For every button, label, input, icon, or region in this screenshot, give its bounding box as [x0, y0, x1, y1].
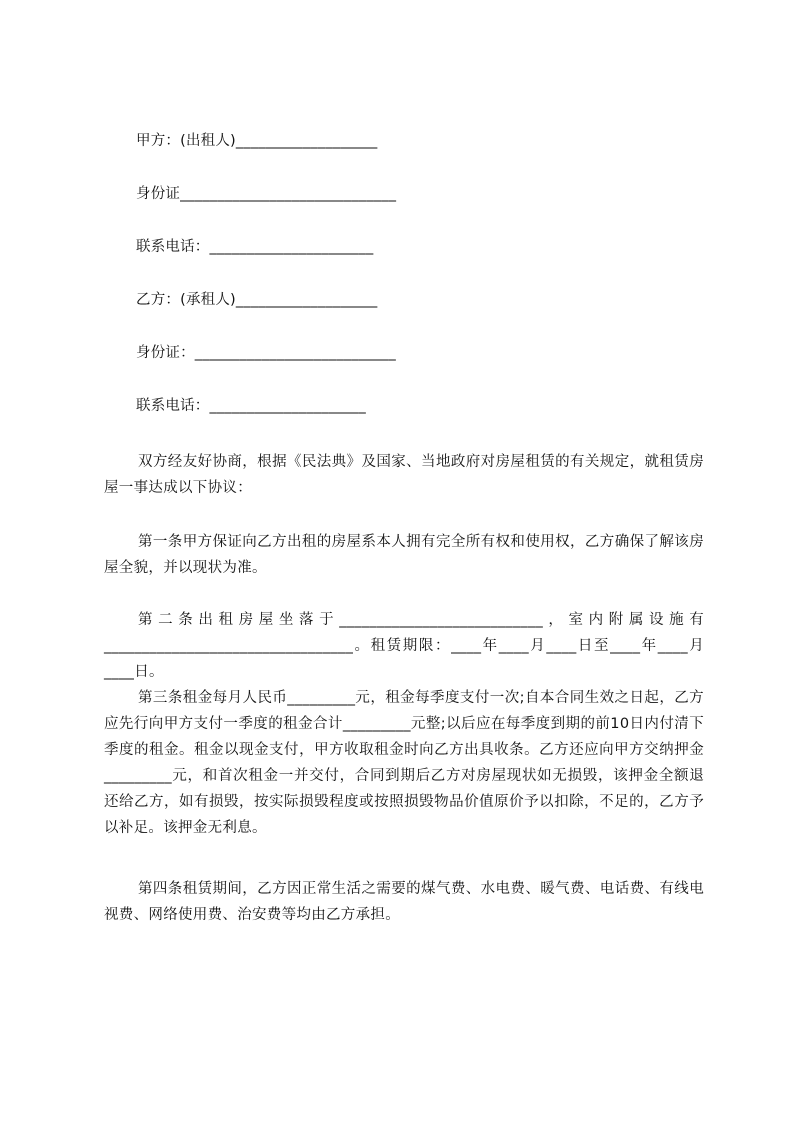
- article-2-paragraph: 第二条出租房屋坐落于___________________________，室内附属设施有_________________________________。租赁期限：____年____月____日至____年____月____日。: [104, 612, 704, 680]
- party-a-id-line: 身份证_____________________________: [136, 186, 397, 202]
- party-b-lessee-line: 乙方：(承租人)___________________: [136, 292, 378, 308]
- party-a-phone-line: 联系电话：______________________: [136, 239, 374, 255]
- preamble-paragraph: 双方经友好协商，根据《民法典》及国家、当地政府对房屋租赁的有关规定，就租赁房屋一事达成以下协议：: [104, 454, 704, 496]
- article-3-paragraph: 第三条租金每月人民币_________元，租金每季度支付一次;自本合同生效之日起，乙方应先行向甲方支付一季度的租金合计_________元整;以后应在每季度到期的前10日内付清下季度的租金。租金以现金支付，甲方收取租金时向乙方出具收条。乙方还应向甲方交纳押金_________元，和首次租金一并交付，合同到期后乙方对房屋现状如无损毁，该押金全额退还给乙方，如有损毁，按实际损毁程度或按照损毁物品价值原价予以扣除，不足的，乙方予以补足。该押金无利息。: [104, 690, 704, 836]
- party-b-phone-line: 联系电话：_____________________: [136, 398, 366, 414]
- article-1-paragraph: 第一条甲方保证向乙方出租的房屋系本人拥有完全所有权和使用权，乙方确保了解该房屋全貌，并以现状为准。: [104, 534, 704, 576]
- article-4-paragraph: 第四条租赁期间，乙方因正常生活之需要的煤气费、水电费、暖气费、电话费、有线电视费、网络使用费、治安费等均由乙方承担。: [104, 881, 704, 923]
- party-b-id-line: 身份证：___________________________: [136, 345, 396, 361]
- party-a-lessor-line: 甲方：(出租人)___________________: [136, 133, 378, 149]
